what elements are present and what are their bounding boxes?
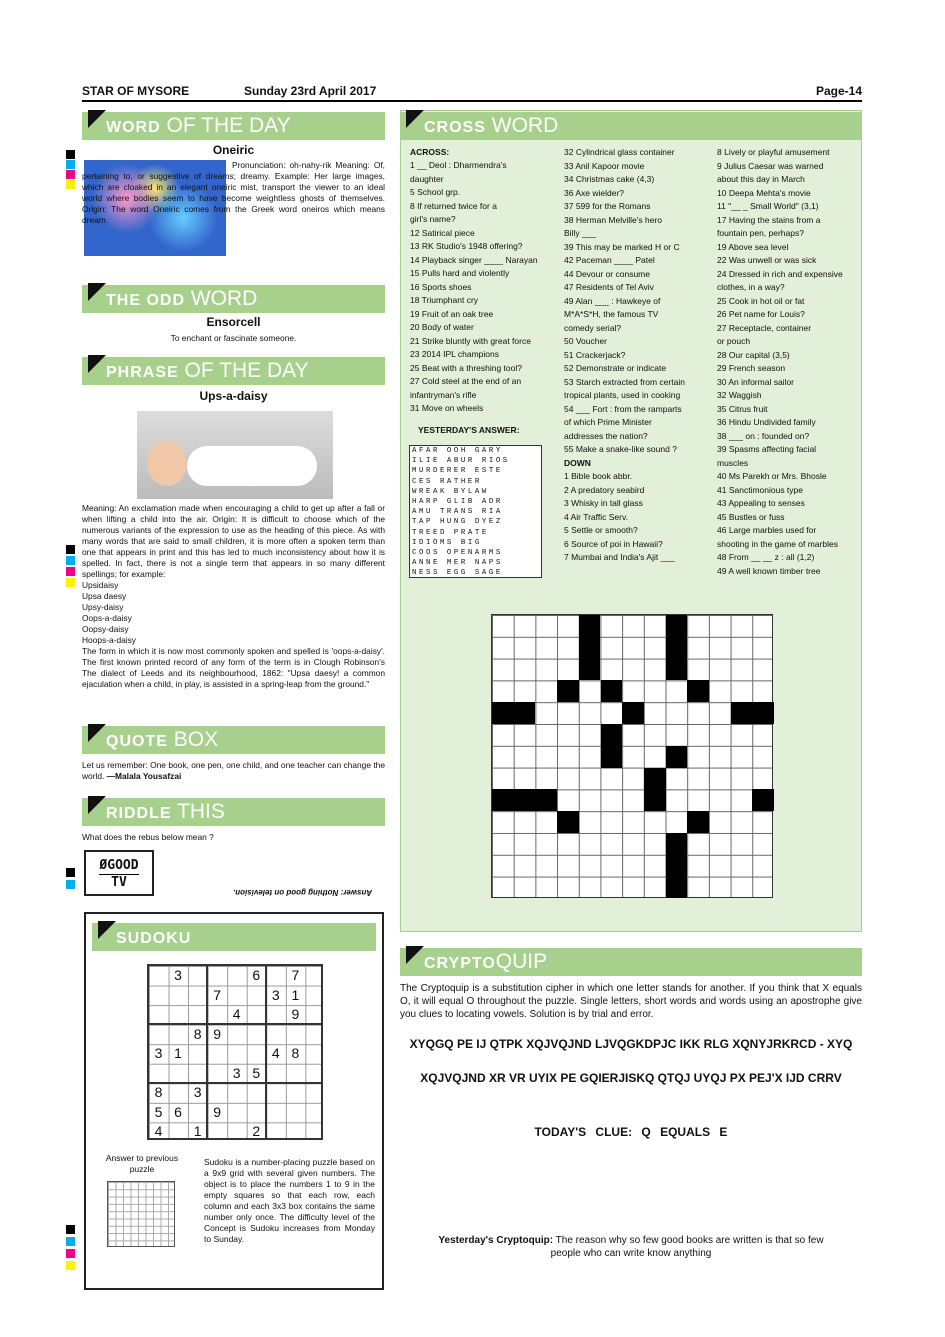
yesterday-heading: YESTERDAY'S ANSWER: [418,425,520,435]
clue-line: clothes, in a way? [717,282,785,292]
swatch-c [66,556,75,565]
sudoku-given: 4 [154,1123,163,1140]
clue-line: 10 Deepa Mehta's movie [717,187,811,198]
clue-line: 16 Sports shoes [410,281,472,292]
yesterday-answer-grid [409,445,542,578]
black-square [666,615,688,637]
sudoku-given: 8 [291,1045,300,1062]
wotd-word: Oneiric [212,143,255,157]
sudoku-given: 3 [193,1084,202,1101]
swatch-k [66,545,75,554]
clue-line: 45 Bustles or fuss [717,511,785,522]
black-square [601,746,623,768]
black-square [666,746,688,768]
clue-line: muscles [717,457,749,468]
swatch-k [66,1225,75,1234]
clue-line: 25 Cook in hot oil or fat [717,295,805,306]
sudoku-instructions: Sudoku is a number-placing puzzle based on a 9x9 grid with several given numbers. The object is to place the numbers 1 to 9 in the empty squares so that each row, each column and each 3x3 box contains the same number only once. The difficulty level of the Concept is Sudoku increases from Monday to Sunday. [204,1157,375,1244]
sudoku-given: 5 [252,1064,261,1081]
swatch-m [66,170,75,179]
sudoku-given: 3 [232,1064,241,1081]
phrase-word: Ups-a-daisy [199,389,268,403]
black-square [492,702,514,724]
clue-line: 11 "__ _ Small World" (3,1) [717,201,819,211]
swatch-y [66,180,75,189]
sudoku-given: 4 [232,1006,241,1023]
clue-line: 6 Source of poi in Hawaii? [564,538,663,549]
clue-line: 49 Alan ___ : Hawkeye of [564,295,661,306]
clue-line: 9 Julius Caesar was warned [717,160,824,171]
black-square [644,768,666,790]
clue-line: or pouch [717,336,751,346]
paper-name: STAR OF MYSORE [82,84,190,98]
clue-line: 8 If returned twice for a [410,200,497,211]
page-number: Page-14 [815,84,862,98]
clue-line: 43 Appealing to senses [717,498,805,508]
clue-line: 25 Beat with a threshing tool? [410,362,522,373]
previous-answer-label: Answer to previous puzzle [105,1153,179,1174]
clue-line: 53 Starch extracted from certain [564,376,685,387]
cryptoquip-banner: CRYPTOQUIP [400,948,862,976]
clue-line: 46 Large marbles used for [717,525,817,535]
sudoku-given: 9 [213,1025,222,1042]
clue-line: about this day in March [717,174,805,184]
clue-line: 4 Air Traffic Serv. [564,511,628,522]
clue-line: 3 Whisky in tall glass [564,498,643,508]
clues-column-3 [717,146,859,578]
clue-line: Billy ___ [564,228,597,238]
clue-line: 31 Move on wheels [410,403,484,413]
black-square [666,659,688,681]
black-square [622,702,644,724]
sudoku-given: 1 [193,1123,202,1140]
clue-line: 36 Axe wielder? [564,187,625,198]
clue-line: 12 Satirical piece [410,227,475,238]
clue-line: 41 Sanctimonious type [717,484,803,495]
yesterday-cryptoquip: Yesterday's Cryptoquip: The reason why so few good books are written is that so few people who can write know anything [438,1235,824,1259]
clue-line: 28 Our capital (3,5) [717,349,790,360]
clue-line: 15 Pulls hard and violently [410,268,510,278]
clue-line: 21 Strike bluntly with great force [410,335,531,346]
crossword-grid[interactable] [491,614,773,898]
clue-line: 23 2014 IPL champions [410,349,499,359]
clue-line: 30 An informal sailor [717,376,795,387]
black-square [644,789,666,811]
answer-row: IDIOMS BIG [412,538,482,547]
sudoku-given: 1 [174,1045,182,1062]
sudoku-given: 3 [174,967,182,983]
answer-row: AFAR OOH GARY [412,447,503,455]
black-square [666,877,688,899]
clue-line: 29 French season [717,363,786,373]
black-square [557,811,579,833]
clue-line: 5 School grp. [410,187,461,197]
black-square [579,659,601,681]
clue-line: 1 Bible book abbr. [564,471,633,481]
answer-row: COOS OPENARMS [412,549,503,558]
clue-line: 32 Waggish [717,390,762,400]
clue-line: 7 Mumbai and India's Ajit ___ [564,552,675,562]
clue-line: 13 RK Studio's 1948 offering? [410,241,523,251]
clue-line: shooting in the game of marbles [717,538,838,549]
clue-line: addresses the nation? [564,430,648,441]
answer-row: TREED PRATE [412,528,489,537]
baby-photo [137,411,333,499]
answer-row: TAP HUNG DYEZ [412,518,503,527]
answer-row: HARP GLIB ADR [412,498,503,507]
black-square [752,702,774,724]
clue-line: 36 Hindu Undivided family [717,417,816,427]
black-square [601,724,623,746]
swatch-y [66,1261,75,1270]
rebus-box: ØGOOD TV [84,850,154,896]
clue-line: 19 Above sea level [717,241,789,252]
previous-solution-grid [107,1181,175,1247]
sudoku-given: 4 [271,1045,280,1062]
clue-line: 26 Pet name for Louis? [717,309,805,319]
sudoku-banner: SUDOKU [92,923,376,951]
crossword-banner: CROSS WORD [400,112,862,140]
wotd-banner: WORD OF THE DAY [82,112,385,140]
clue-line: 42 Paceman ____ Patel [564,255,655,265]
answer-row: NESS EGG SAGE [412,569,503,578]
swatch-y [66,578,75,587]
todays-clue: TODAY'S CLUE: Q EQUALS E [534,1125,728,1139]
clue-line: 50 Voucher [564,336,608,346]
clue-line: 35 Citrus fruit [717,403,768,414]
sudoku-given: 8 [154,1084,163,1101]
clue-line: tropical plants, used in cooking [564,390,681,400]
across-heading: ACROSS: [410,147,450,157]
answer-row: CES RATHER [412,477,482,486]
riddle-banner: RIDDLE THIS [82,798,385,826]
sudoku-given: 7 [291,967,300,983]
odd-word-meaning: To enchant or fascinate someone. [170,333,297,343]
clue-line: girl's name? [410,214,456,224]
swatch-c [66,1237,75,1246]
sudoku-given: 6 [252,967,261,983]
cryptoquip-intro: The Cryptoquip is a substitution cipher in which one letter stands for another. If you think that X equals O, it will equal O throughout the puzzle. Single letters, short words and words using an apostrophe give you clues to locating vowels. Solution is by trial and error. [400,983,862,1020]
clue-line: 24 Dressed in rich and expensive [717,268,843,279]
clue-line: 18 Triumphant cry [410,295,479,305]
wotd-definition: Pronunciation: oh-nahy-rik Meaning: Of, pertaining to, or suggestive of dreams; dreamy. Example: Her large images, which are cloaked in an elegant oneiric mist, transport the viewer to an ideal world where bodies seem to have become weightless ghosts of themselves. Origin: The word Oneiric comes from the Greek word oneiros which means dream. [82,160,385,225]
sudoku-given: 2 [252,1123,261,1140]
riddle-question: What does the rebus below mean ? [82,832,214,842]
answer-row: WREAK BYLAW [412,487,489,496]
clue-line: M*A*S*H, the famous TV [564,309,659,319]
sudoku-given: 5 [154,1103,163,1120]
odd-word: Ensorcell [206,315,261,329]
phrase-banner: PHRASE OF THE DAY [82,357,385,385]
black-square [514,789,536,811]
clue-line: 33 Anil Kapoor movie [564,160,645,171]
clue-line: 27 Receptacle, container [717,322,812,333]
clue-line: fountain pen, perhaps? [717,228,804,238]
black-square [492,789,514,811]
clues-column-1 [410,159,560,416]
black-square [514,702,536,724]
clue-line: 44 Devour or consume [564,268,650,279]
clue-line: daughter [410,173,444,184]
black-square [535,789,557,811]
clue-line: 39 This may be marked H or C [564,241,680,252]
sudoku-given: 9 [213,1103,222,1120]
black-square [666,637,688,659]
clue-line: infantryman's rifle [410,389,477,400]
issue-date: Sunday 23rd April 2017 [244,84,377,98]
swatch-k [66,150,75,159]
clues-column-2 [564,146,714,565]
clue-line: 19 Fruit of an oak tree [410,308,494,319]
swatch-m [66,1249,75,1258]
quote-text: Let us remember: One book, one pen, one child, and one teacher can change the world. —Malala Yousafzai [82,760,385,781]
sudoku-given: 3 [154,1045,163,1062]
black-square [579,637,601,659]
answer-row: AMU TRANS RIA [412,508,503,517]
clue-line: 49 A well known timber tree [717,565,821,576]
clue-line: 22 Was unwell or was sick [717,255,817,265]
phrase-body: Meaning: An exclamation made when encouraging a child to get up after a fall or when lifting a child into the air. Origin: It is difficult to choose which of the numerous variants of the expression to use as the heading of this piece. As with many words that are said to small children, it is more often a spoken term than one that appears in print and this has led to much inconsistency about how it is spelled. In fact, there is not a single term that appears in so many different spellings; for example: Upsidaisy Upsa daesy Upsy-daisy Oops-a-daisy Oopsy-daisy Hoops-a-daisy The form in which it is now most commonly spoken and spelled is 'oops-a-daisy'. The first known printed record of any form of the term is in Clough Robinson's The dialect of Leeds and its neighbourhood, 1862: "Upsa daesy! a common ejaculation when a child, in play, is assisted in a spring-leap from the ground." [82,503,385,689]
sudoku-given: 9 [291,1006,300,1023]
black-square [557,680,579,702]
clue-line: 20 Body of water [410,322,474,332]
clue-line: 5 Settle or smooth? [564,525,638,535]
clue-line: 34 Christmas cake (4,3) [564,174,655,184]
clue-line: 37 599 for the Romans [564,201,651,211]
swatch-c [66,160,75,169]
sudoku-given: 1 [291,986,300,1003]
clue-line: 38 Herman Melville's hero [564,214,662,225]
clue-line: 48 From __ __ z : all (1,2) [717,552,815,562]
clue-line: 40 Ms Parekh or Mrs. Bhosle [717,471,827,481]
black-square [666,833,688,855]
clue-line: 14 Playback singer ____ Narayan [410,254,538,265]
black-square [687,811,709,833]
black-square [687,680,709,702]
sudoku-grid[interactable] [147,964,323,1140]
quote-banner: QUOTE BOX [82,726,385,754]
sudoku-given: 8 [193,1025,202,1042]
clue-line: 47 Residents of Tel Aviv [564,282,654,292]
swatch-k [66,868,75,877]
clue-line: 32 Cylindrical glass container [564,147,675,157]
black-square [752,789,774,811]
clue-line: 38 ___ on : founded on? [717,430,810,441]
cipher-line-1: XYQGQ PE IJ QTPK XQJVQJND LJVQGKDPJC IKK RLG XQNYJRKRCD - XYQ [409,1037,853,1051]
swatch-m [66,567,75,576]
sudoku-given: 7 [213,986,222,1003]
clue-line: 51 Crackerjack? [564,349,626,360]
black-square [601,680,623,702]
sudoku-given: 3 [271,986,280,1003]
clue-line: 39 Spasms affecting facial [717,444,817,454]
clue-line: 1 __ Deol : Dharmendra's [410,160,507,170]
black-square [579,615,601,637]
black-square [731,702,753,724]
riddle-answer: Answer: Nothing good on television. [233,888,373,897]
clue-line: of which Prime Minister [564,417,652,427]
black-square [666,855,688,877]
clue-line: comedy serial? [564,322,622,333]
clue-line: 8 Lively or playful amusement [717,147,830,157]
clue-line: 17 Having the stains from a [717,214,821,225]
clue-line: 54 ___ Fort : from the ramparts [564,403,682,414]
sudoku-given: 6 [174,1103,182,1120]
cipher-line-2: XQJVQJND XR VR UYIX PE GQIERJISKQ QTQJ UYQJ PX PEJ'X IJD CRRV [420,1071,842,1085]
answer-row: MURDERER ESTE [412,467,503,476]
clue-line: 55 Make a snake-like sound ? [564,444,677,454]
clue-line: DOWN [564,457,591,468]
masthead [82,84,862,102]
clue-line: 2 A predatory seabird [564,484,645,495]
odd-word-banner: THE ODD WORD [82,285,385,313]
answer-row: ANNE MER NAPS [412,559,503,568]
clue-line: 52 Demonstrate or indicate [564,363,667,373]
clue-line: 27 Cold steel at the end of an [410,376,522,386]
swatch-c [66,880,75,889]
answer-row: ILIE ABUR RIOS [412,457,510,466]
